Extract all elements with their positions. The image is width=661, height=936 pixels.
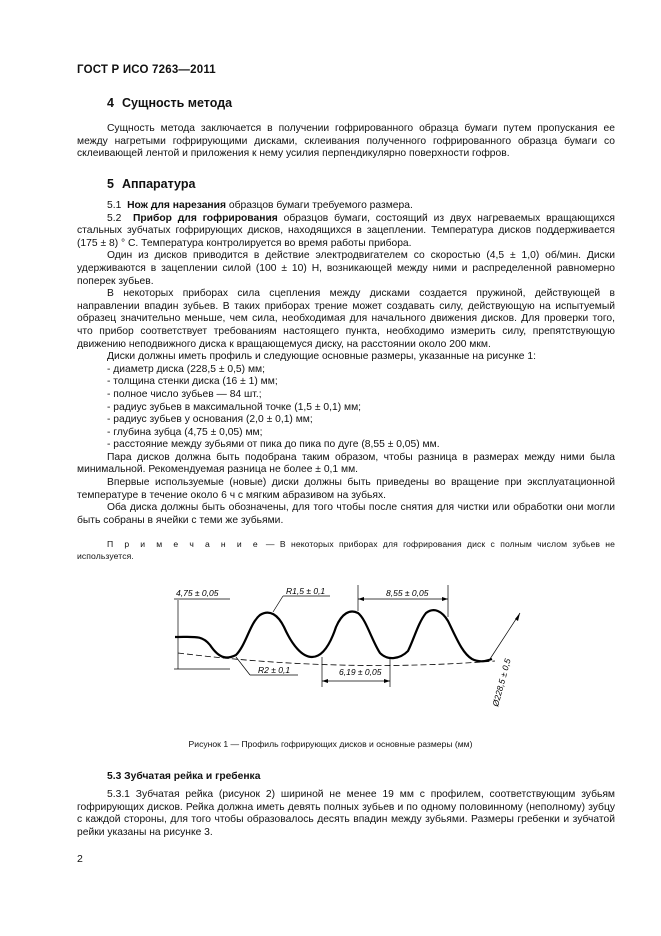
- section-4-number: 4: [107, 96, 114, 110]
- disc-teeth-profile: [175, 610, 492, 661]
- section-5-number: 5: [107, 177, 114, 191]
- new-discs-paragraph: Впервые используемые (новые) диски должны быть приведены во вращение при эксплуатационной температуре в течение около 6 ч с мягким абразивом на зубьях.: [77, 477, 615, 501]
- figure-1-caption: Рисунок 1 — Профиль гофрирующих дисков и основные размеры (мм): [188, 739, 473, 749]
- pitch-arc-line: [178, 653, 495, 666]
- diameter-label: Ø228,5 ± 0,5: [490, 657, 513, 708]
- section-5-heading: [107, 177, 195, 191]
- section-5-title: Аппаратура: [121, 177, 196, 191]
- depth-dimension-label: 4,75 ± 0,05: [176, 588, 219, 598]
- r-base-label: R2 ± 0,1: [258, 665, 291, 675]
- clause-5-2-number: 5.2: [107, 212, 122, 224]
- section-4-text: Сущность метода заключается в получении гофрированного образца бумаги путем пропускания ее между нагретыми гофрирующими дисками, склеивания полученного гофрированного образца бумаги со склеивающей лентой и приложения к нему усилия перпендикулярно поверхности гофров.: [77, 123, 615, 160]
- page-number: 2: [77, 853, 83, 865]
- width-label: 6,19 ± 0,05: [339, 667, 382, 677]
- note-label: П р и м е ч а н и е: [107, 539, 261, 549]
- dimension-item: - радиус зубьев у основания (2,0 ± 0,1) мм;: [107, 414, 313, 426]
- arrow-icon: [322, 679, 328, 683]
- r-top-label: R1,5 ± 0,1: [286, 586, 326, 596]
- dimension-item: - глубина зубца (4,75 ± 0,05) мм;: [107, 426, 263, 438]
- note-text: — В некоторых приборах для гофрирования диск с полным числом зубьев не используется.: [77, 539, 616, 561]
- section-4-heading: [107, 96, 232, 110]
- force-paragraph: В некоторых приборах сила сцепления между дисками создается пружиной, действующей в направлении впадин зубьев. В таких приборах трение может создавать силу, действующую на испытуемый образец значительно меньше, чем сила, необходимая для начального движения дисков. Для проверки того, что прибор соответствует требованиям настоящего пункта, необходимо измерить силу, препятствующую движению неподвижного диска к вращающемуся диску, на расстоянии около 200 мкм.: [77, 288, 615, 350]
- arrow-icon: [358, 597, 364, 601]
- clause-5-1-text: образцов бумаги требуемого размера.: [226, 200, 413, 211]
- marking-paragraph: Оба диска должны быть обозначены, для того чтобы после снятия для чистки или обработки они могли быть собраны в ячейки с теми же зубьями.: [77, 502, 615, 526]
- pair-paragraph: Пара дисков должна быть подобрана таким образом, чтобы разница в размерах между ними была минимальной. Рекомендуемая разница не более ± 0,1 мм.: [77, 451, 615, 476]
- dimension-item: - полное число зубьев — 84 шт.;: [107, 388, 262, 400]
- figure-1-disc-profile: [150, 575, 530, 735]
- arrow-icon: [442, 597, 448, 601]
- drive-paragraph: Один из дисков приводится в действие электродвигателем со скоростью (4,5 ± 1,0) об/мин. Диски удерживаются в зацеплении силой (100 ± 10) Н, возникающей между ними и распределенной равномерно поперек зубьев.: [77, 250, 615, 287]
- section-4-body: [77, 123, 615, 161]
- clause-5-3-1: 5.3.1 Зубчатая рейка (рисунок 2) шириной не менее 19 мм с профилем, соответствующим зубьям гофрирующих дисков. Рейка должна иметь девять полных зубьев и по одному половинному (неполному) зубцу с каждой стороны, для того чтобы образовалось десять впадин между зубьями. Размеры гребенки и зубчатой рейки указаны на рисунке 3.: [77, 789, 615, 838]
- arrow-icon: [384, 679, 390, 683]
- clause-5-2: [77, 213, 615, 251]
- note: [77, 539, 615, 562]
- clause-5-1-term: Нож для нарезания: [127, 200, 226, 211]
- section-5-3-heading: 5.3 Зубчатая рейка и гребенка: [107, 771, 261, 782]
- dimension-item: - радиус зубьев в максимальной точке (1,5 ± 0,1) мм;: [107, 401, 362, 413]
- section-4-title: Сущность метода: [121, 96, 233, 110]
- diameter-leader: [490, 613, 520, 659]
- pitch-label: 8,55 ± 0,05: [386, 588, 429, 598]
- dimension-item: - диаметр диска (228,5 ± 0,5) мм;: [107, 363, 265, 375]
- dimension-item: - расстояние между зубьями от пика до пика по дуге (8,55 ± 0,05) мм.: [107, 439, 440, 451]
- profile-paragraph: Диски должны иметь профиль и следующие основные размеры, указанные на рисунке 1:: [107, 351, 536, 363]
- dimension-item: - толщина стенки диска (16 ± 1) мм;: [107, 376, 278, 388]
- clause-5-1: [77, 200, 615, 213]
- clause-5-1-number: 5.1: [107, 200, 122, 211]
- section-5-body: [77, 200, 615, 527]
- r-top-leader-diag: [273, 596, 283, 612]
- standard-header: ГОСТ Р ИСО 7263—2011: [77, 64, 216, 76]
- section-5-3-body: [77, 789, 615, 839]
- clause-5-2-term: Прибор для гофрирования: [132, 212, 278, 224]
- clause-5-2-text: образцов бумаги, состоящий из двух нагреваемых вращающихся стальных зубчатых гофрирующих дисков, находящихся в зацеплении. Температура дисков поддерживается (175 ± 8) ° C. Температура контролируется во время работы прибора.: [77, 212, 615, 249]
